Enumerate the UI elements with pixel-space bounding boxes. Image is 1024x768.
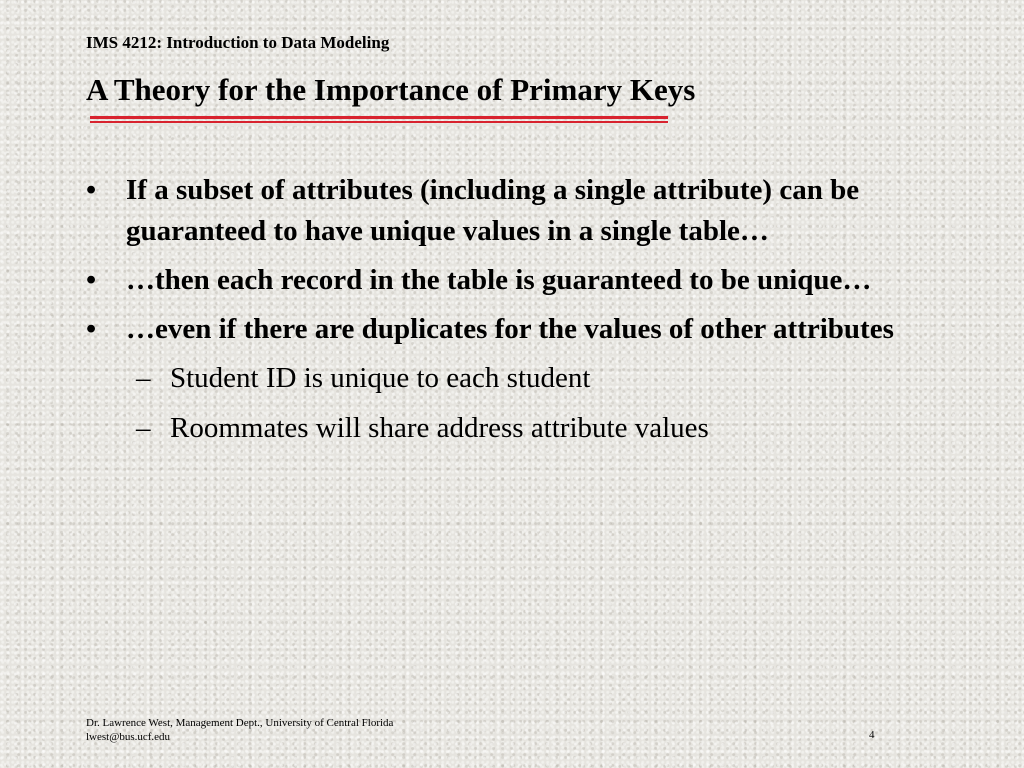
dash-marker: – <box>136 362 151 394</box>
course-title: IMS 4212: Introduction to Data Modeling <box>86 33 390 52</box>
bullet-text: …even if there are duplicates for the values of other attributes <box>126 313 894 345</box>
slide-title: A Theory for the Importance of Primary Keys <box>86 72 696 107</box>
title-underline <box>90 116 668 123</box>
bullet-marker: • <box>86 313 97 345</box>
bullet-marker: • <box>86 264 97 296</box>
bullet-item <box>86 170 916 252</box>
bullet-item <box>86 309 916 350</box>
dash-marker: – <box>136 412 151 444</box>
bullet-text: …then each record in the table is guaranteed to be unique… <box>126 264 872 296</box>
footer-email: lwest@bus.ucf.edu <box>86 731 171 743</box>
footer-credit <box>86 716 393 744</box>
sub-bullet-text: Roommates will share address attribute values <box>170 412 709 444</box>
page-number: 4 <box>869 729 875 741</box>
bullet-text: If a subset of attributes (including a single attribute) can be guaranteed to have unique values in a single table… <box>126 174 860 247</box>
footer-author-line: Dr. Lawrence West, Management Dept., University of Central Florida <box>86 717 394 729</box>
bullet-item <box>86 260 916 301</box>
bullet-marker: • <box>86 174 97 206</box>
sub-bullet-text: Student ID is unique to each student <box>170 362 591 394</box>
sub-bullet-item <box>86 358 916 399</box>
sub-bullet-item <box>86 408 916 449</box>
slide-content <box>86 170 916 458</box>
